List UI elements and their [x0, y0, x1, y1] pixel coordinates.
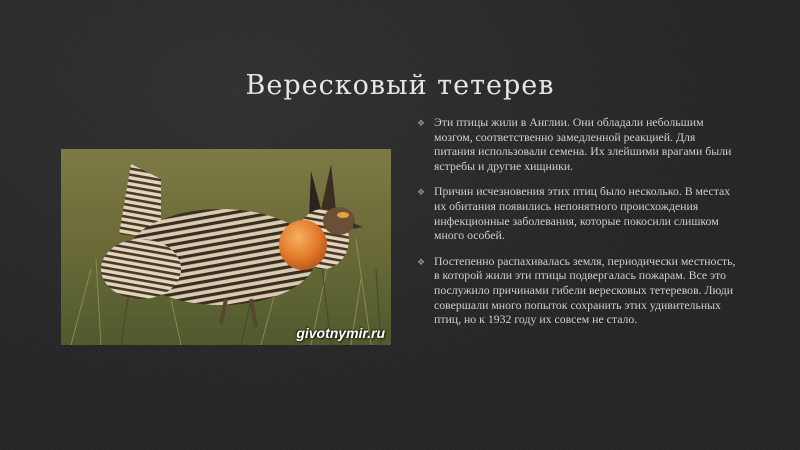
- bullet-text: Эти птицы жили в Англии. Они обладали небольшим мозгом, соответственно замедленной реакцией. Для питания использовали семена. Их злейшими врагами были ястребы и другие хищники.: [434, 115, 732, 173]
- bullet-item: [417, 184, 737, 242]
- diamond-bullet-icon: ❖: [417, 187, 426, 198]
- bullet-text: Причин исчезновения этих птиц было несколько. В местах их обитания появились непонятного происхождения инфекционные заболевания, которые покосили слишком много особей.: [434, 184, 731, 243]
- bullet-list: [417, 115, 737, 338]
- slide-title: Вересковый тетерев: [245, 70, 555, 102]
- bullet-item: [417, 115, 737, 173]
- bird-illustration: [61, 149, 391, 345]
- photo-watermark: givotnymir.ru: [296, 325, 385, 341]
- heath-hen-photo: [61, 149, 391, 345]
- diamond-bullet-icon: ❖: [417, 256, 426, 267]
- diamond-bullet-icon: ❖: [417, 118, 426, 128]
- bullet-item: [417, 254, 737, 327]
- bullet-text: Постепенно распахивалась земля, периодически местность, в которой жили эти птицы подвергалась пожарам. Все это послужило причинами гибели вересковых тетеревов. Люди совершали много попыток сохранить этих удивительных птиц, но к 1932 году их совсем не стало.: [434, 253, 736, 327]
